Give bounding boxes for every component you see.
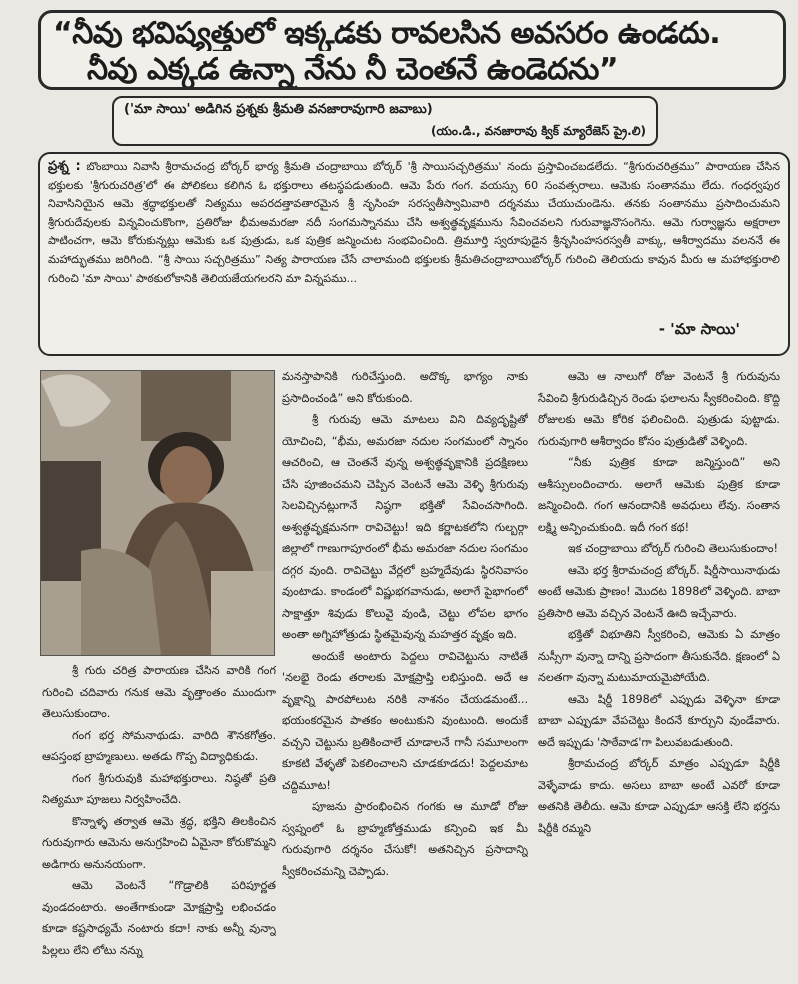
maa-sai-signature: - 'మా సాయి' bbox=[655, 320, 744, 342]
headline-box bbox=[38, 10, 786, 90]
paragraph: ఆమె భర్త శ్రీరామచంద్ర బోర్కర్. షిర్డీసాయినాథుడు అంటే ఆమెకు ప్రాణం! మొదట 1898లో వెళ్ళింది. బాబా ప్రతిసారి ఆమె వచ్చిన వెంటనే ఊది ఇచ్చేవారు. bbox=[538, 563, 780, 620]
portrait-photo bbox=[40, 370, 275, 656]
paragraph: శ్రీ గురువు ఆమె మాటలు విని దివ్యదృష్టితో యోచించి, “భీమ, అమరజా నదుల సంగమంలో స్నానం ఆచరించి, ఆ చెంతనే వున్న అశ్వత్థవృక్షానికి ప్రదక్షిణలు చేసి పూజించమని చెప్పిన వెంటనే ఆమె వెళ్ళి శ్రీగురువు సెలవిచ్చినట్లుగానే నిష్ఠగా భక్తితో సేవించసాగింది. అశ్వత్థవృక్షమనగా రావిచెట్టు! ఇది కర్ణాటకలోని గుల్బర్గా జిల్లాలో గాణుగాపూరంలో భీమ అమరజా నదుల సంగమం దగ్గర వుంది. రావిచెట్టు వేర్లలో బ్రహ్మదేవుడు స్థిరనివాసం వుంటాడు. కాండంలో విష్ణుభగవానుడు, అలాగే పైభాగంలో సాక్షాత్తూ శివుడు కొలువై వుండి, చెట్టు లోపల భాగం అంతా అగ్నిహోత్రుడు స్థితమైవున్న మహత్తర వృక్షం ఇది. bbox=[282, 413, 528, 641]
question-label: ప్రశ్న : bbox=[48, 159, 81, 174]
paragraph: అందుకే అంటారు పెద్దలు రావిచెట్టును నాటితే 'నలభై రెండు తరాలకు మోక్షప్రాప్తి లభిస్తుంది. అదే ఆ వృక్షాన్ని పారపోలుట నరికి నాశనం చేయడమంటే... భయంకరమైన పాతకం అంటుకుని వుంటుంది. అందుకే వచ్చని చెట్టును బ్రతికించాలే చూడాలనే గానీ సమూలంగా కూకటి వేళ్ళతో పెకలించాలని చూడకూడదు! పెద్దలమాట చద్దిమూట! bbox=[282, 649, 528, 792]
portrait-illustration bbox=[41, 371, 274, 655]
paragraph: గంగ భర్త సోమనాథుడు. వారిది శౌనకగోత్రం. ఆపస్తంభ బ్రాహ్మణులు. అతడు గొప్ప విద్యాధికుడు. bbox=[42, 728, 276, 763]
paragraph: భక్తితో విభూతిని స్వీకరించి, ఆమెకు ఏ మాత్రం నుస్సీగా వున్నా దాన్ని ప్రసాదంగా తీసుకునేది. క్షణంలో ఏ నలతగా వున్నా మటుమాయమైపోయేది. bbox=[538, 628, 780, 684]
paragraph: ఆమె ఆ నాలుగో రోజు వెంటనే శ్రీ గురువును సేవించి శ్రీగురుడిచ్చిన రెండు ఫలాలను స్వీకరించింది. కొద్ది రోజులకు ఆమె కోరిక ఫలించింది. పుత్రుడు పుట్టాడు. గురువుగారి ఆశీర్వాదం కోసం పుత్రుడితో వెళ్ళింది. bbox=[538, 370, 780, 448]
article-column-2 bbox=[282, 366, 528, 978]
paragraph: ఆమె షిర్డీ 1898లో ఎప్పుడు వెళ్ళినా కూడా బాబా ఎప్పుడూ వేపచెట్టు కిందనే కూర్చుని వుండేవారు. అదే ఇప్పుడు 'సాఠేవాడ'గా పిలువబడుతుంది. bbox=[538, 692, 780, 749]
source-box bbox=[112, 96, 658, 146]
article-column-3 bbox=[538, 366, 780, 978]
paragraph: కొన్నాళ్ళ తర్వాత ఆమె శ్రద్ధ, భక్తిని తిలకించిన గురువుగారు ఆమెను అనుగ్రహించి ఏమైనా కోరుకొమ్మని అడిగారు అనునయంగా. bbox=[42, 814, 276, 871]
paragraph: శ్రీరామచంద్ర బోర్కర్ మాత్రం ఎప్పుడూ షిర్డీకి వెళ్ళేవాడు కాదు. అసలు బాబా అంటే ఎవరో కూడా అతనికి తెలీదు. ఆమె కూడా ఎప్పుడూ ఆసక్తి లేని భర్తను షిర్డీకి రమ్మని bbox=[538, 757, 780, 835]
paragraph: మనస్తాపానికి గురిచేస్తుంది. అదొక్క భాగ్యం నాకు ప్రసాదించండి” అని కోరుకుంది. bbox=[282, 370, 528, 405]
question-paragraph bbox=[48, 158, 780, 288]
article-column-1 bbox=[42, 660, 276, 980]
source-company: (యం.డి., వనజారావు క్విక్ మ్యారేజెస్ ప్రై.లి) bbox=[430, 124, 646, 138]
paragraph: ఇక చంద్రాబాయి బోర్కర్ గురించి తెలుసుకుందాం! bbox=[568, 542, 778, 555]
headline-line-1: “నీవు భవిష్యత్తులో ఇక్కడకు రావలసిన అవసరం ఉండదు. bbox=[53, 17, 721, 51]
paragraph: “నీకు పుత్రిక కూడా జన్మిస్తుంది” అని ఆశీస్సులందించారు. అలాగే ఆమెకు పుత్రిక కూడా జన్మించింది. గంగ ఆనందానికి అవధులు లేవు. సంతాన లక్ష్మి అన్పించుకుంది. ఇదీ గంగ కథ! bbox=[538, 456, 780, 534]
paragraph: గంగ శ్రీగురువుకి మహాభక్తురాలు. నిష్ఠతో ప్రతి నిత్యమూ పూజలు నిర్వహించేది. bbox=[42, 771, 276, 806]
paragraph: పూజను ప్రారంభించిన గంగకు ఆ మూడో రోజు స్వప్నంలో ఓ బ్రాహ్మణోత్తముడు కన్పించి ఇక మీ గురువుగారి దర్శనం చేసుకో! అతనిచ్చిన ప్రసాదాన్ని స్వీకరించమన్ని చెప్పాడు. bbox=[282, 800, 528, 878]
question-box bbox=[38, 152, 790, 356]
source-attribution: ('మా సాయి' అడిగిన ప్రశ్నకు శ్రీమతి వనజారావుగారి జవాబు) bbox=[124, 102, 433, 117]
paragraph: ఆమె వెంటనే “గొడ్రాలికి పరిపూర్ణత వుండదంటారు. అంతేగాకుండా మోక్షప్రాప్తి లభించడం కూడా కష్టసాధ్యమే నంటారు కదా! నాకు అన్నీ వున్నా పిల్లలు లేని లోటు నన్ను bbox=[42, 879, 276, 957]
headline-line-2: నీవు ఎక్కడ ఉన్నా నేను నీ చెంతనే ఉండెదను” bbox=[87, 53, 619, 87]
question-text: బొంబాయి నివాసి శ్రీరామచంద్ర బోర్కర్ భార్య శ్రీమతి చంద్రాబాయి బోర్కర్ 'శ్రీ సాయిసచ్చరిత్రము' నందు ప్రస్తావించబడలేదు. “శ్రీగురుచరిత్రము” పారాయణ చేసిన భక్తులకు 'శ్రీగురుచరిత్ర'లో ఈ పోలికలు కలిగిన ఓ భక్తురాలు తటస్థపడుతుంది. ఆమె పేరు గంగ. వయస్సు 60 సంవత్సరాలు. ఆమెకు సంతానము లేదు. గంధర్వపుర నివాసినియైన ఆమె శ్రద్ధాభక్తులతో నిత్యము అపరదత్తావతారమైన శ్రీ నృసింహ సరస్వతీస్వామివారి దర్శనము చేయుచుండెను. తనకు సంతానము ప్రసాదించుమని శ్రీగురుదేవులకు విన్నవించుకొంగా, ప్రతిరోజు భీమఅమరజా నదీ సంగమస్నానము చేసి అశ్వత్థవృక్షమును సేవించవలని గురువాజ్ఞనొసంగెను. ఆమె గుర్వాజ్ఞను అక్షరాలా పాటించగా, ఆమె కోరుకున్నట్లు ఆమెకు ఒక పుత్రుడు, ఒక పుత్రిక జన్మించుట సంభవించింది. త్రిమూర్తి స్వరూపుడైన శ్రీనృసింహసరస్వతీ వాక్కు, ఆశీర్వాదము వలననే ఈ మహాద్భుతము జరిగింది. “శ్రీ సాయి సచ్చరిత్రము” నిత్య పారాయణ చేసే చాలామంది భక్తులకు శ్రీమతిచంద్రాబాయిబోర్కర్ గురించి తెలియదు కావున మీరు ఆ మహాభక్తురాలి గురించి 'మా సాయి' పాఠకులోకానికి తెలియజేయగలరని మా విన్నపము... bbox=[48, 160, 780, 285]
paragraph: శ్రీ గురు చరిత్ర పారాయణ చేసిన వారికి గంగ గురించి చదివారు గనుక ఆమె వృత్తాంతం ముందుగా తెలుసుకుందాం. bbox=[42, 664, 276, 720]
